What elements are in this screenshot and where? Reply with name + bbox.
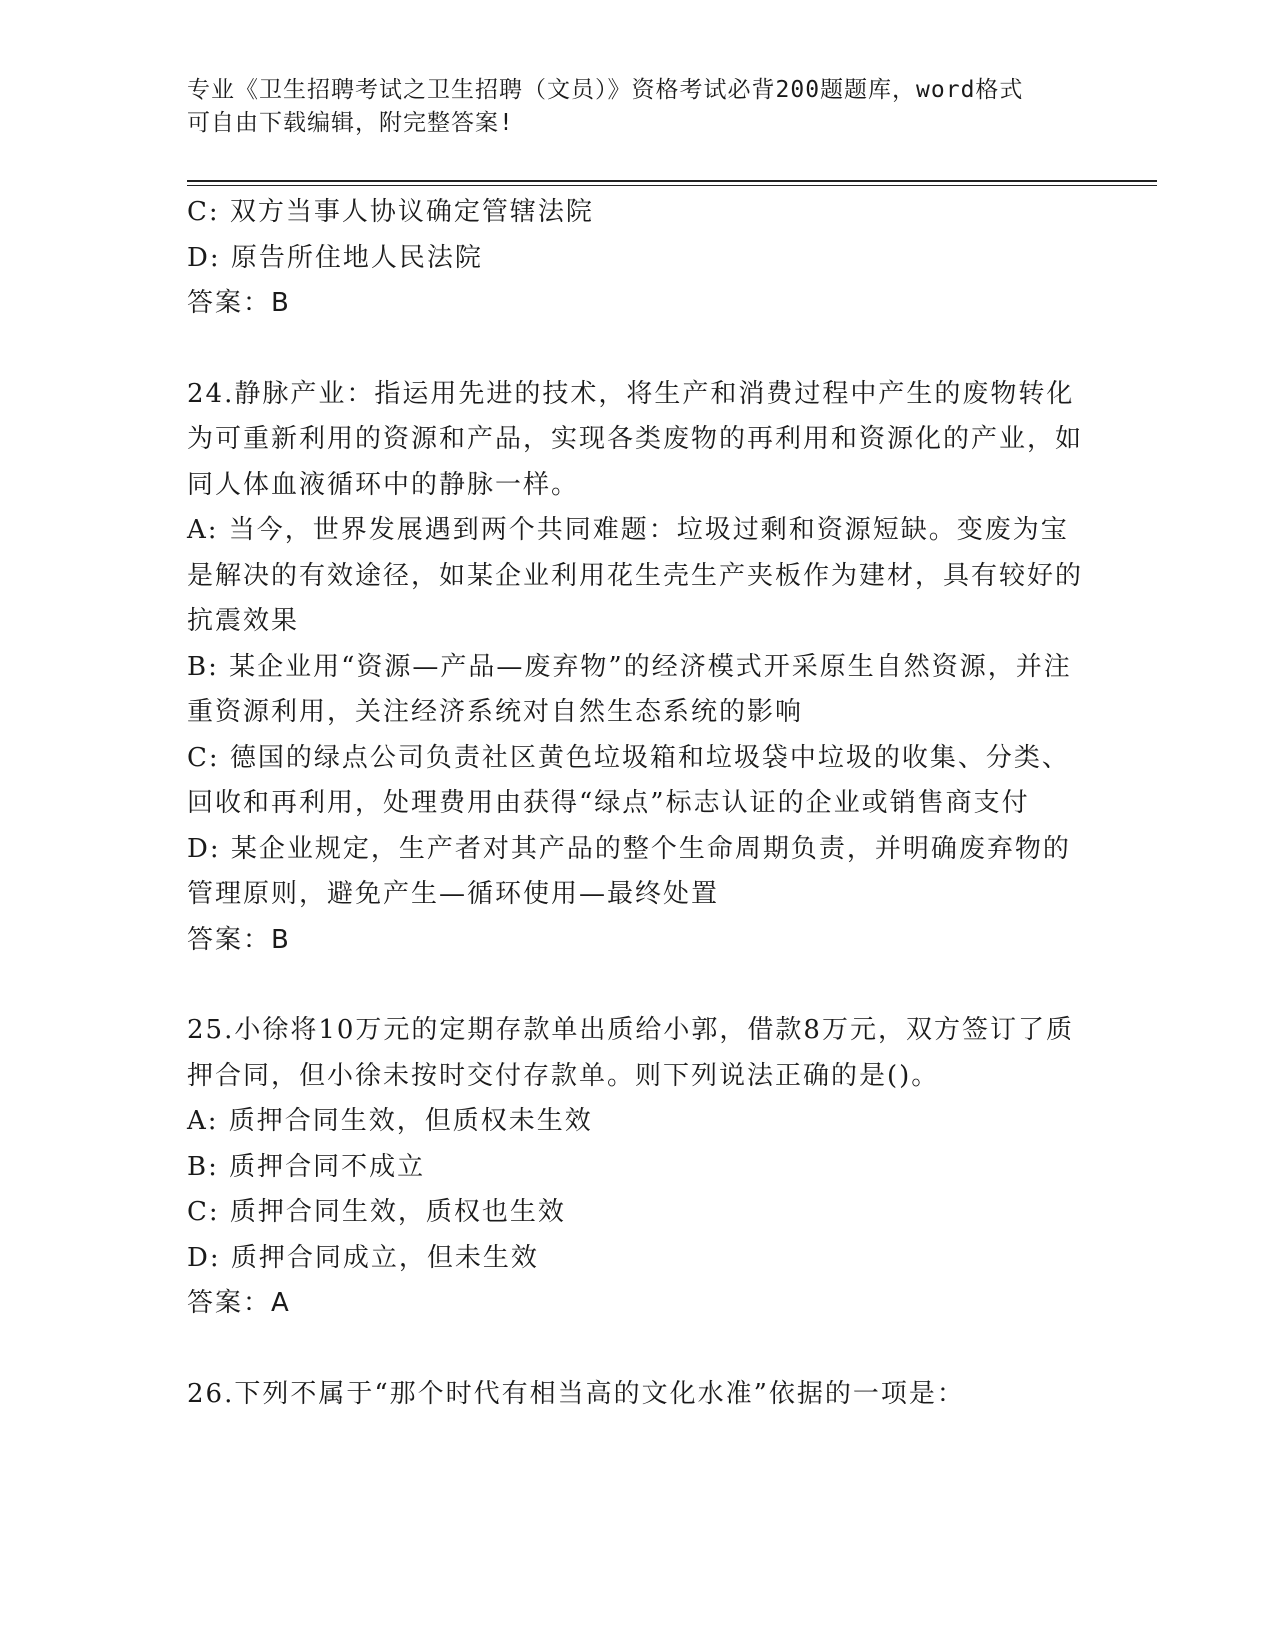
- question-stem: 25.小徐将10万元的定期存款单出质给小郭，借款8万元，双方签订了质押合同，但小徐未按时交付存款单。则下列说法正确的是()。: [187, 1015, 1074, 1091]
- document-body: [187, 190, 1087, 1417]
- header-line-2: 可自由下载编辑，附完整答案!: [187, 110, 514, 136]
- header-divider-thin: [187, 185, 1157, 186]
- question-stem: 26.下列不属于“那个时代有相当高的文化水准”依据的一项是：: [187, 1378, 965, 1409]
- question-26: [187, 1372, 1087, 1418]
- question-24: [187, 372, 1087, 964]
- option-b: B: 质押合同不成立: [187, 1151, 426, 1182]
- option-a: A: 当今，世界发展遇到两个共同难题：垃圾过剩和资源短缺。变废为宝是解决的有效途径，如某企业利用花生壳生产夹板作为建材，具有较好的抗震效果: [187, 515, 1084, 636]
- answer: 答案：B: [187, 288, 291, 318]
- option-c: C: 质押合同生效，质权也生效: [187, 1197, 566, 1227]
- question-stem: 24.静脉产业：指运用先进的技术，将生产和消费过程中产生的废物转化为可重新利用的资源和产品，实现各类废物的再利用和资源化的产业，如同人体血液循环中的静脉一样。: [187, 378, 1084, 500]
- option-d: D: 质押合同成立，但未生效: [187, 1242, 539, 1273]
- header-line-1: 专业《卫生招聘考试之卫生招聘（文员）》资格考试必背200题题库，word格式: [187, 77, 1024, 103]
- question-25: [187, 1008, 1087, 1327]
- option-a: A: 质押合同生效，但质权未生效: [187, 1106, 593, 1136]
- header-divider-thick: [187, 180, 1157, 182]
- answer: 答案：A: [187, 1288, 291, 1318]
- option-c: C: 德国的绿点公司负责社区黄色垃圾箱和垃圾袋中垃圾的收集、分类、回收和再利用，处理费用由获得“绿点”标志认证的企业或销售商支付: [187, 742, 1070, 818]
- option-d: D: 某企业规定，生产者对其产品的整个生命周期负责，并明确废弃物的管理原则，避免产生—循环使用—最终处置: [187, 833, 1071, 909]
- option-c: C: 双方当事人协议确定管辖法院: [187, 197, 594, 227]
- option-b: B: 某企业用“资源—产品—废弃物”的经济模式开采原生自然资源，并注重资源利用，关注经济系统对自然生态系统的影响: [187, 651, 1072, 727]
- document-header: [187, 74, 1087, 140]
- option-d: D: 原告所住地人民法院: [187, 242, 483, 273]
- answer: 答案：B: [187, 924, 291, 955]
- question-23: [187, 190, 1087, 327]
